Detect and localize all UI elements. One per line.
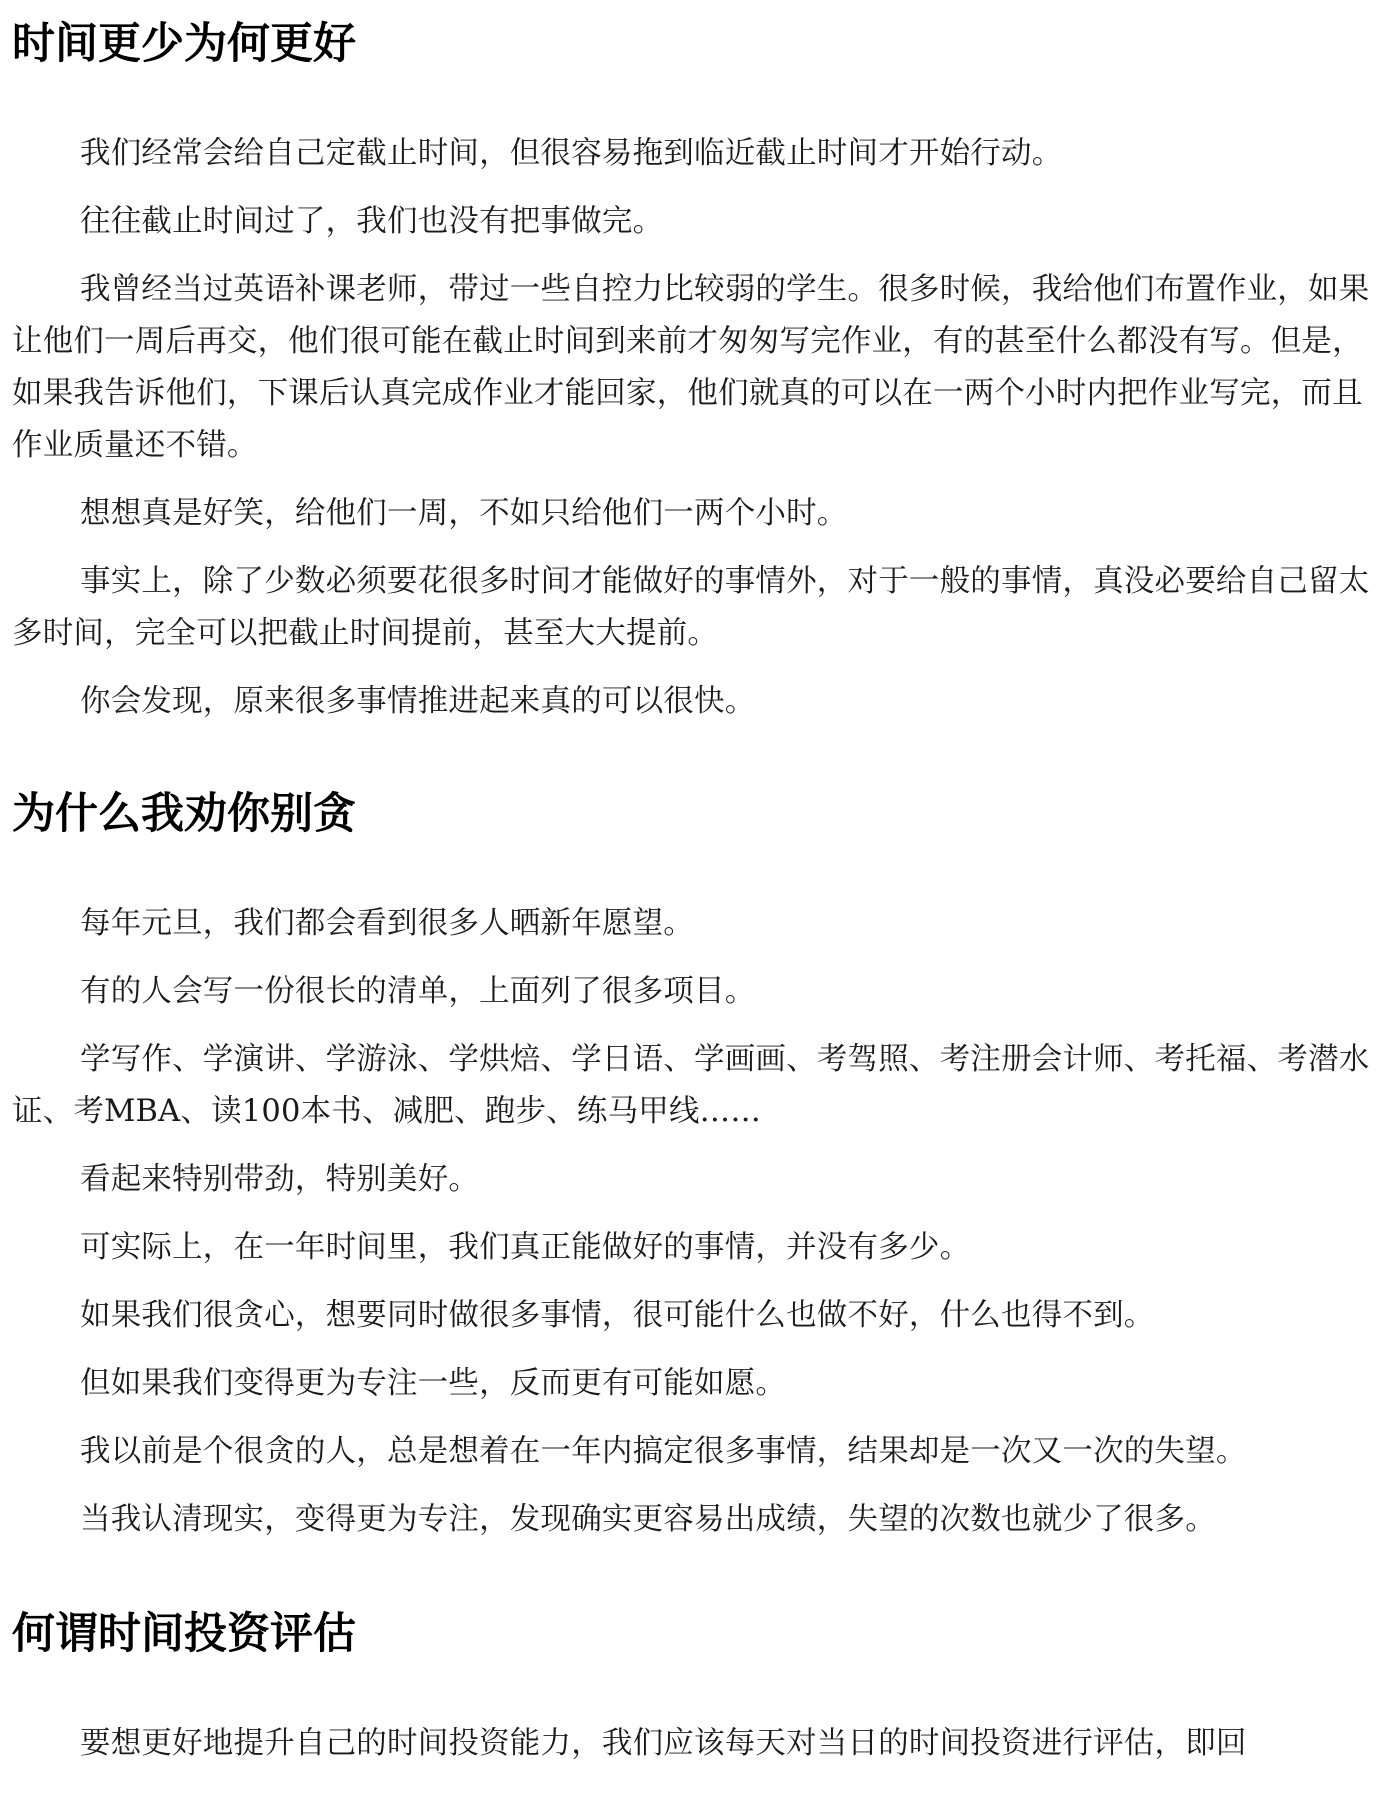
paragraph: 想想真是好笑，给他们一周，不如只给他们一两个小时。 <box>80 496 848 531</box>
section-title: 何谓时间投资评估 <box>12 1609 356 1659</box>
section-title: 为什么我劝你别贪 <box>12 789 356 839</box>
paragraph: 如果我们很贪心，想要同时做很多事情，很可能什么也做不好，什么也得不到。 <box>80 1298 1155 1333</box>
paragraph: 当我认清现实，变得更为专注，发现确实更容易出成绩，失望的次数也就少了很多。 <box>80 1502 1216 1537</box>
section-title: 时间更少为何更好 <box>12 19 356 69</box>
paragraph: 有的人会写一份很长的清单，上面列了很多项目。 <box>80 974 756 1009</box>
paragraph: 学写作、学演讲、学游泳、学烘焙、学日语、学画画、考驾照、考注册会计师、考托福、考潜水证、考MBA、读100本书、减肥、跑步、练马甲线…… <box>12 1042 1370 1129</box>
paragraph: 但如果我们变得更为专注一些，反而更有可能如愿。 <box>80 1366 787 1401</box>
section-dont-be-greedy <box>0 786 1391 1546</box>
paragraph: 你会发现，原来很多事情推进起来真的可以很快。 <box>80 684 756 719</box>
paragraph: 可实际上，在一年时间里，我们真正能做好的事情，并没有多少。 <box>80 1230 971 1265</box>
section-fewer-hours <box>0 16 1391 728</box>
paragraph: 看起来特别带劲，特别美好。 <box>80 1162 480 1197</box>
paragraph: 每年元旦，我们都会看到很多人晒新年愿望。 <box>80 906 694 941</box>
paragraph: 我以前是个很贪的人，总是想着在一年内搞定很多事情，结果却是一次又一次的失望。 <box>80 1434 1247 1469</box>
paragraph: 我曾经当过英语补课老师，带过一些自控力比较弱的学生。很多时候，我给他们布置作业，如果让他们一周后再交，他们很可能在截止时间到来前才匆匆写完作业，有的甚至什么都没有写。但是，如果我告诉他们，下课后认真完成作业才能回家，他们就真的可以在一两个小时内把作业写完，而且作业质量还不错。 <box>12 272 1370 463</box>
paragraph: 我们经常会给自己定截止时间，但很容易拖到临近截止时间才开始行动。 <box>80 136 1063 171</box>
paragraph: 往往截止时间过了，我们也没有把事做完。 <box>80 204 664 239</box>
paragraph: 要想更好地提升自己的时间投资能力，我们应该每天对当日的时间投资进行评估，即回 <box>80 1726 1247 1761</box>
paragraph: 事实上，除了少数必须要花很多时间才能做好的事情外，对于一般的事情，真没必要给自己留太多时间，完全可以把截止时间提前，甚至大大提前。 <box>12 564 1370 651</box>
section-time-investment-evaluation <box>0 1606 1391 1770</box>
